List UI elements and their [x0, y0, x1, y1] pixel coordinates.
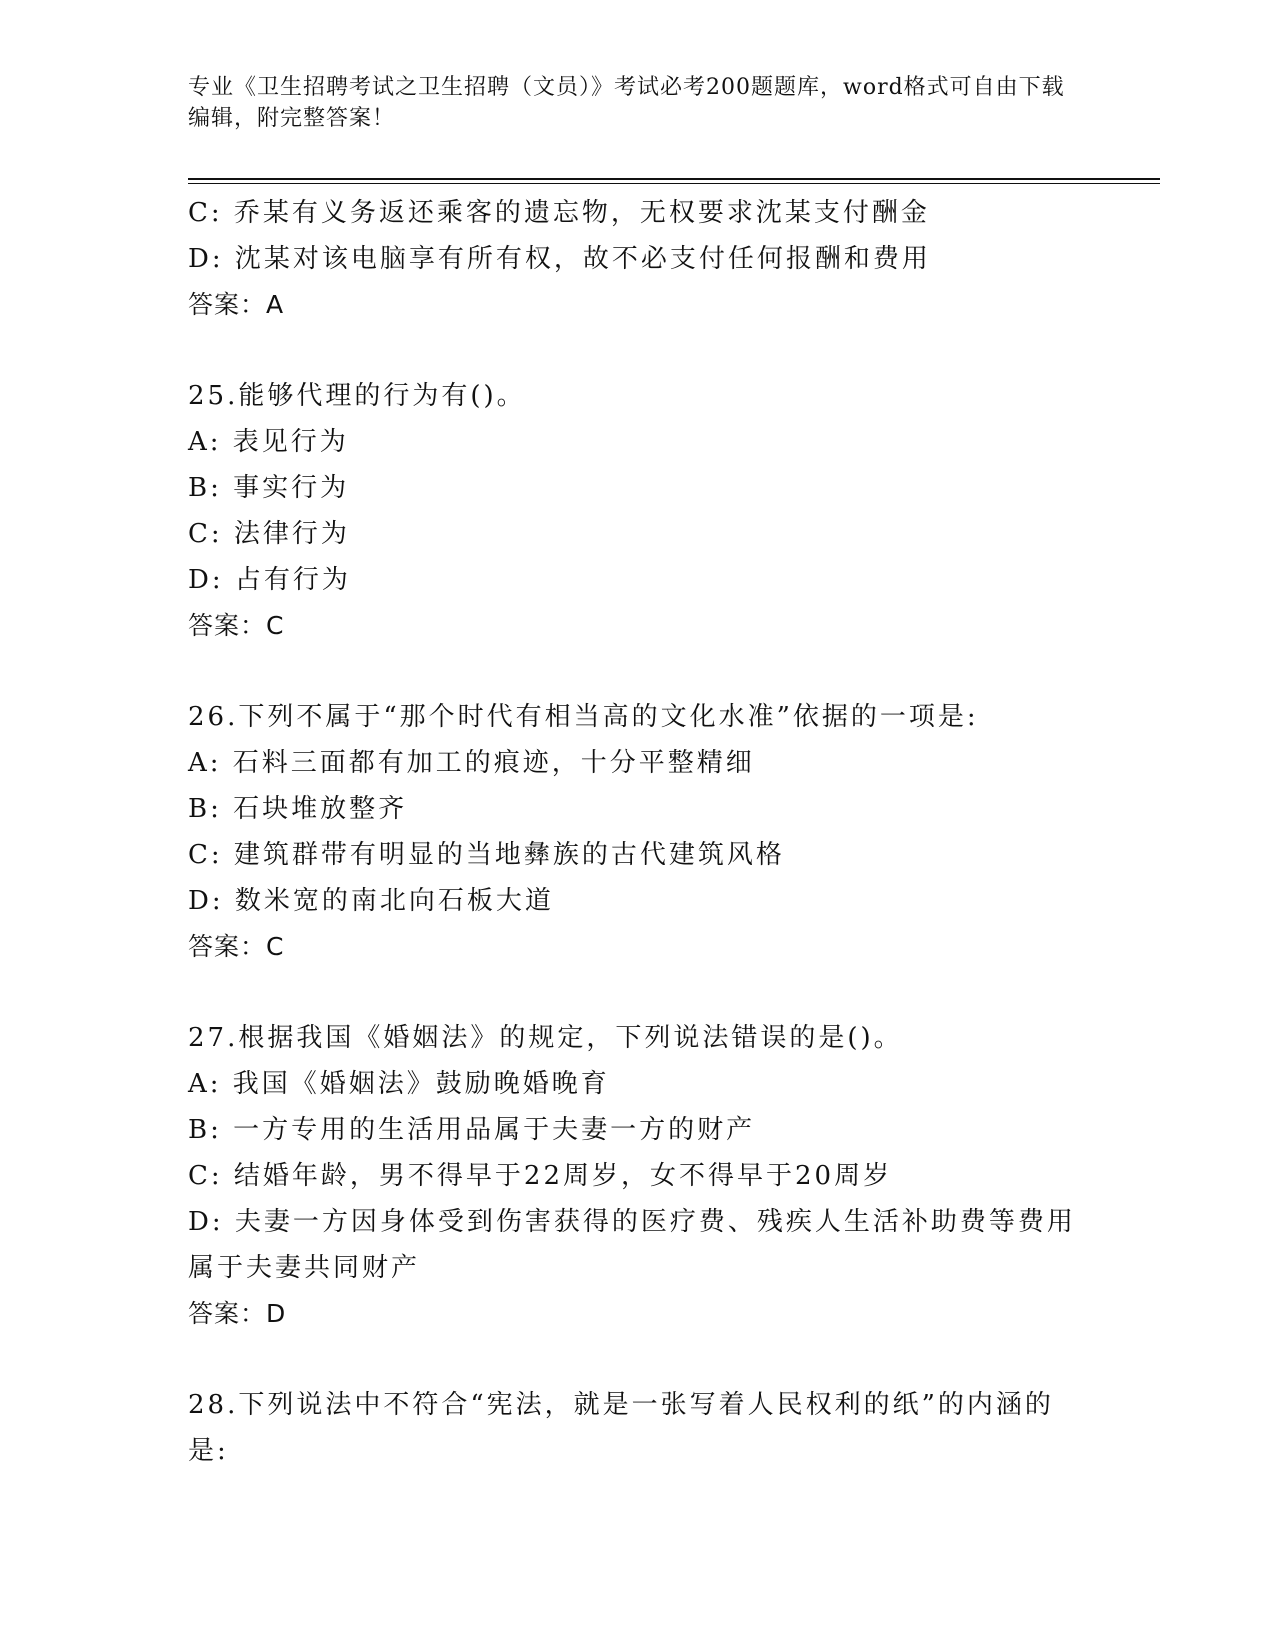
- answer: 答案：A: [188, 290, 285, 319]
- question-stem: 26.下列不属于“那个时代有相当高的文化水准”依据的一项是:: [188, 702, 979, 732]
- option-d: D: 夫妻一方因身体受到伤害获得的医疗费、残疾人生活补助费等费用属于夫妻共同财产: [188, 1207, 1076, 1283]
- option-d: D: 沈某对该电脑享有所有权，故不必支付任何报酬和费用: [188, 244, 931, 274]
- option-b: B: 事实行为: [188, 473, 350, 503]
- question-27: [188, 1015, 1088, 1337]
- document-header: 专业《卫生招聘考试之卫生招聘（文员）》考试必考200题题库，word格式可自由下载编辑，附完整答案！: [188, 75, 1065, 131]
- answer: 答案：D: [188, 1299, 287, 1328]
- option-c: C: 结婚年龄，男不得早于22周岁，女不得早于20周岁: [188, 1161, 893, 1191]
- answer: 答案：C: [188, 932, 285, 961]
- question-stem: 28.下列说法中不符合“宪法，就是一张写着人民权利的纸”的内涵的是:: [188, 1390, 1054, 1466]
- question-list: [188, 190, 1088, 1474]
- option-d: D: 数米宽的南北向石板大道: [188, 886, 554, 916]
- question-stem: 27.根据我国《婚姻法》的规定，下列说法错误的是()。: [188, 1023, 903, 1053]
- option-d: D: 占有行为: [188, 565, 351, 595]
- question-24-continuation: [188, 190, 1088, 328]
- option-c: C: 建筑群带有明显的当地彝族的古代建筑风格: [188, 840, 785, 870]
- option-b: B: 石块堆放整齐: [188, 794, 408, 824]
- option-a: A: 我国《婚姻法》鼓励晚婚晚育: [188, 1069, 610, 1099]
- question-28: [188, 1382, 1088, 1474]
- option-c: C: 乔某有义务返还乘客的遗忘物，无权要求沈某支付酬金: [188, 198, 930, 228]
- question-25: [188, 373, 1088, 649]
- question-26: [188, 694, 1088, 970]
- option-b: B: 一方专用的生活用品属于夫妻一方的财产: [188, 1115, 756, 1145]
- option-a: A: 表见行为: [188, 427, 349, 457]
- header-divider-thin: [188, 183, 1160, 184]
- option-a: A: 石料三面都有加工的痕迹，十分平整精细: [188, 748, 755, 778]
- option-c: C: 法律行为: [188, 519, 350, 549]
- answer: 答案：C: [188, 611, 285, 640]
- question-stem: 25.能够代理的行为有()。: [188, 381, 526, 411]
- header-divider: [188, 178, 1160, 180]
